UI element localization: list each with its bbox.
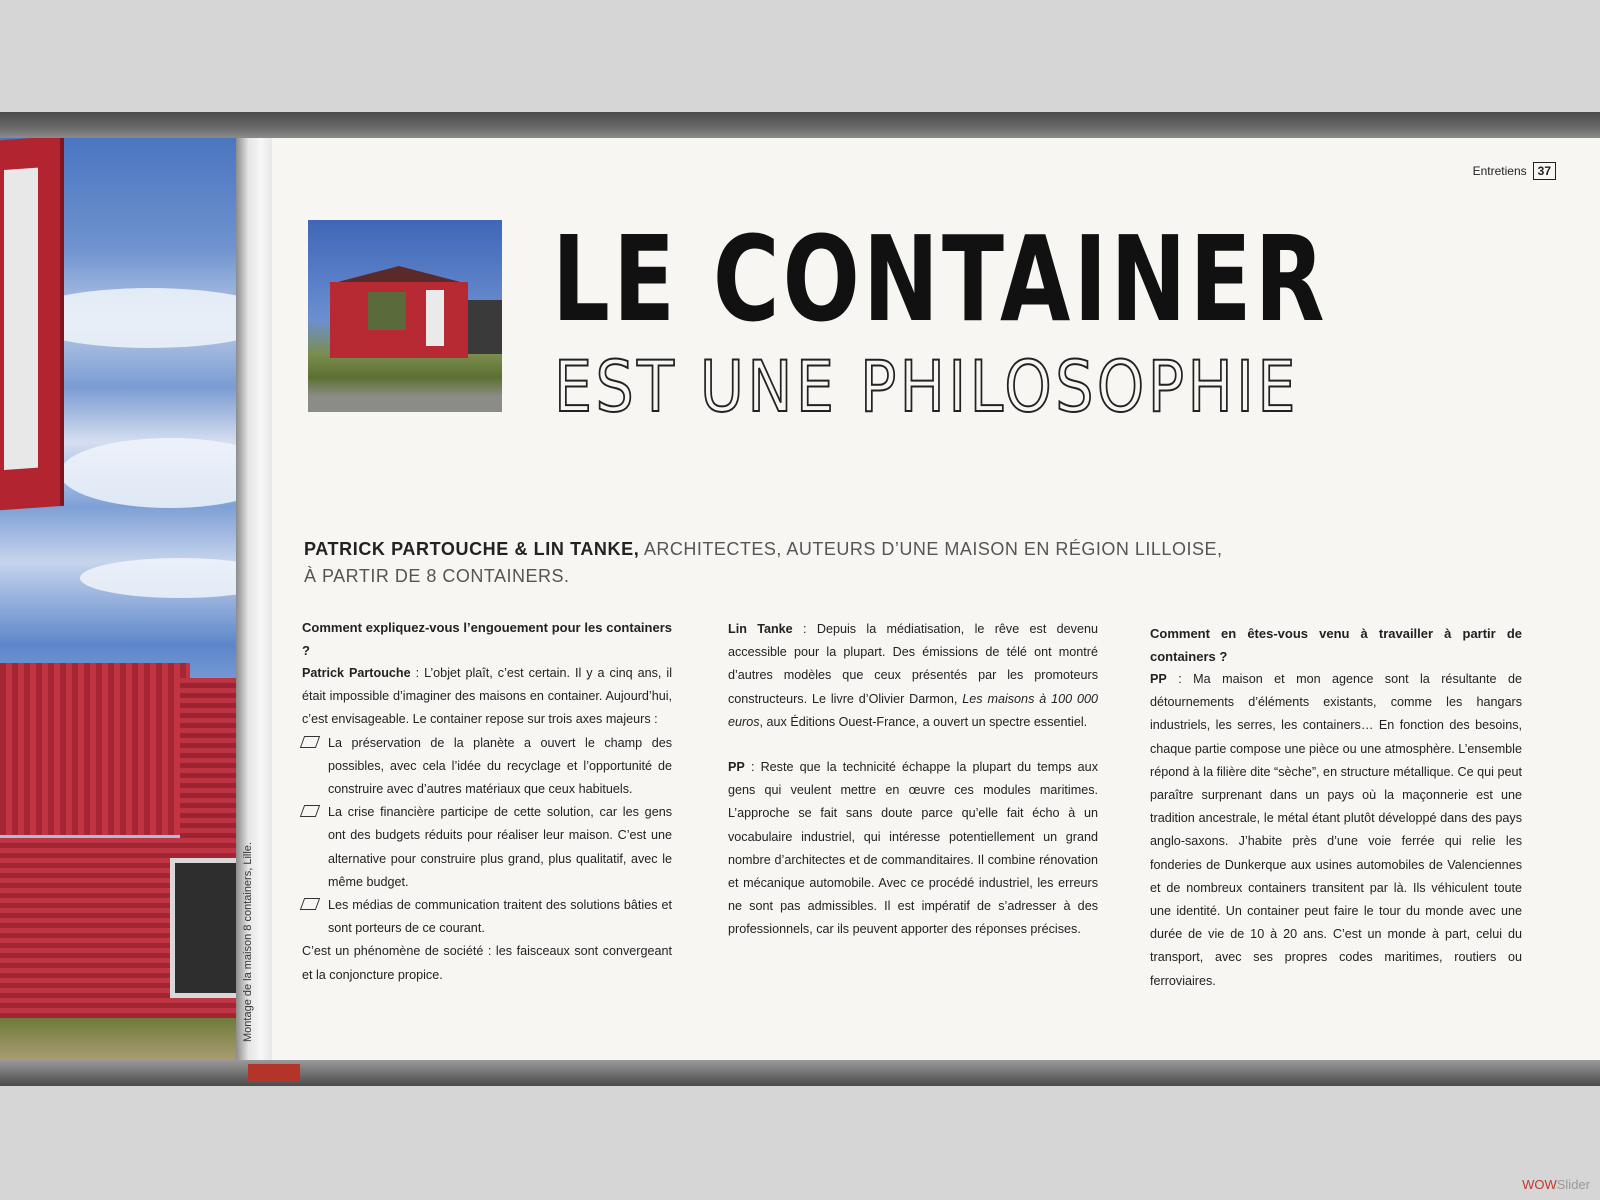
photo-caption: Montage de la maison 8 containers, Lille. xyxy=(242,842,254,1042)
byline-line2: À PARTIR DE 8 CONTAINERS. xyxy=(304,566,570,586)
column-1 xyxy=(302,616,672,987)
slider-watermark: WOWSlider xyxy=(1522,1177,1590,1192)
red-container-frame xyxy=(0,138,64,510)
byline-names: PATRICK PARTOUCHE & LIN TANKE, xyxy=(304,539,640,559)
answer: PP : Reste que la technicité échappe la plupart du temps aux gens qui veulent mettre en œuvre ces modules maritimes. L’approche se fait sans doute parce qu’elle fait écho à un vocabulaire industriel, qui intéresse potentiellement un grand nombre d’architectes et de commanditaires. Il combine rénovation et mécanique automobile. Avec ce procédé industriel, les erreurs ne sont pas admissibles. Il est impératif de s’adresser à des professionnels, car ils peuvent apporter des réponses précises. xyxy=(728,760,1098,937)
page-edge-mark xyxy=(248,1064,300,1082)
container-bullet-icon xyxy=(300,736,320,748)
magazine-scan xyxy=(0,112,1600,1086)
ground xyxy=(0,1018,242,1060)
container-bullet-icon xyxy=(300,898,320,910)
column-3 xyxy=(1150,622,1522,993)
cloud xyxy=(60,438,242,508)
section-label: Entretiens xyxy=(1472,164,1527,178)
question: Comment expliquez-vous l’engouement pour les containers ? xyxy=(302,620,672,658)
bullet-list xyxy=(302,732,672,941)
red-container xyxy=(0,663,190,835)
answer: Lin Tanke : Depuis la médiatisation, le rêve est devenu accessible pour la plupart. Des émissions de télé ont montré d’autres modèles que ceux présentés par les promoteurs constructeurs. Le livre d’Olivier Darmon, Les maisons à 100 000 euros, aux Éditions Ouest-France, a ouvert un spectre essentiel. xyxy=(728,622,1098,729)
page-number: 37 xyxy=(1533,162,1556,180)
subheadline: EST UNE PHILOSOPHIE xyxy=(554,346,1299,428)
list-item: La préservation de la planète a ouvert le champ des possibles, avec cela l’idée du recyclage et l’opportunité de construire avec d’autres matériaux que ceux habituels. xyxy=(302,732,672,802)
answer: Patrick Partouche : L’objet plaît, c’est certain. Il y a cinq ans, il était impossible d’imaginer des maisons en container. Aujourd’hui, c’est envisageable. Le container repose sur trois axes majeurs : xyxy=(302,666,673,727)
list-item: Les médias de communication traitent des solutions bâties et sont porteurs de ce courant. xyxy=(302,894,672,940)
red-container xyxy=(180,678,242,838)
scan-top-edge xyxy=(0,112,1600,138)
question: Comment en êtes-vous venu à travailler à partir de containers ? xyxy=(1150,626,1522,664)
closing-paragraph: C’est un phénomène de société : les faisceaux sont convergeant et la conjoncture propice. xyxy=(302,944,672,982)
container-house-photo xyxy=(0,138,242,1060)
article-page xyxy=(272,138,1600,1060)
scan-bottom-edge xyxy=(0,1060,1600,1086)
answer: PP : Ma maison et mon agence sont la résultante de détournements d’éléments existants, comme les hangars industriels, les serres, les containers… En fonction des besoins, chaque partie compose une pièce ou une atmosphère. L’ensemble répond à la filière dite “sèche”, en structure métallique. Ce qui peut paraître surprenant dans un pays où la maçonnerie est une tradition ancestrale, le métal étant plutôt développé dans des pays anglo-saxons. J’habite près d’une voie ferrée qui relie les fonderies de Dunkerque aux usines automobiles de Valenciennes et de nombreux containers transitent par là. Ils véhiculent toute une identité. Un container peut faire le tour du monde avec une durée de vie de 10 à 20 ans. C’est un monde à part, celui du transport, avec ses propres codes maritimes, routiers ou ferroviaires. xyxy=(1150,672,1522,988)
running-header xyxy=(1473,162,1556,180)
cloud xyxy=(80,558,242,598)
headline: LE CONTAINER xyxy=(552,210,1328,348)
list-item: La crise financière participe de cette solution, car les gens ont des budgets réduits pour réaliser leur maison. C’est une alternative pour construire plus grand, plus qualitatif, avec le même budget. xyxy=(302,801,672,894)
container-window xyxy=(170,858,242,998)
byline-roles: ARCHITECTES, AUTEURS D’UNE MAISON EN RÉGION LILLOISE, xyxy=(643,539,1223,559)
column-2 xyxy=(728,618,1098,942)
container-bullet-icon xyxy=(300,805,320,817)
byline xyxy=(304,536,1304,590)
house-thumbnail xyxy=(308,220,502,412)
